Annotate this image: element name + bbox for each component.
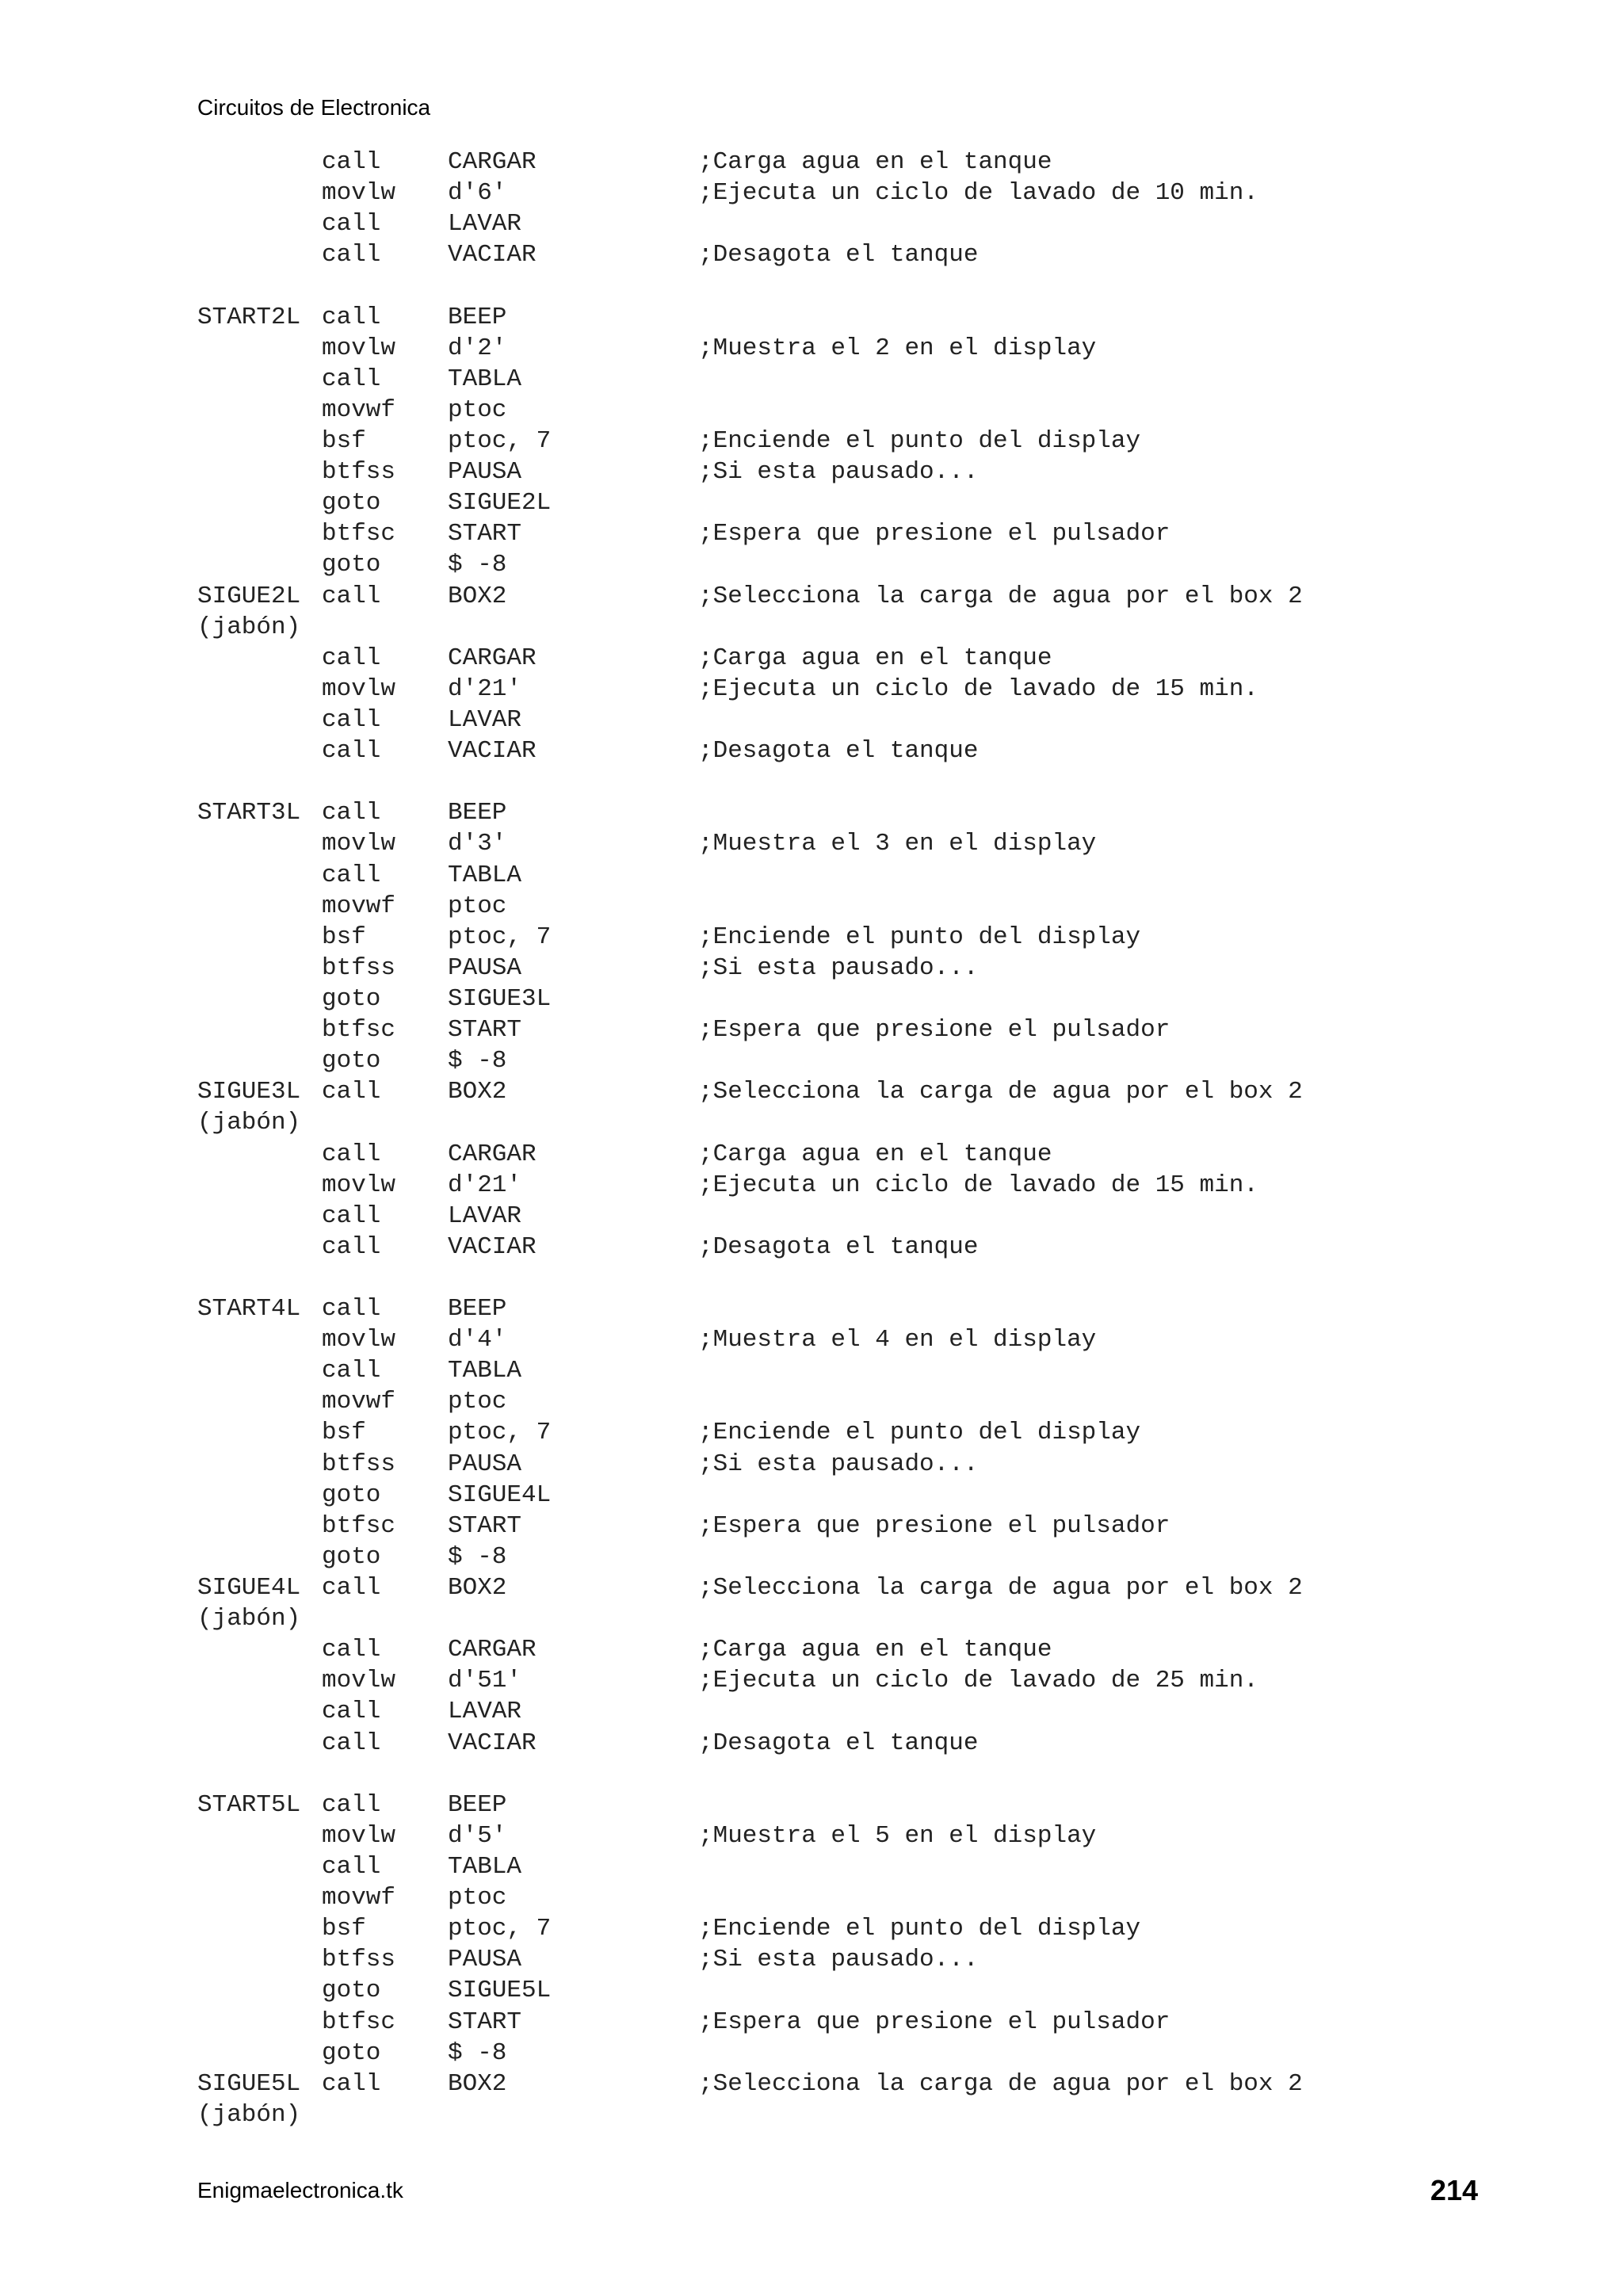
code-operand: d'3' <box>448 830 507 858</box>
code-operand: VACIAR <box>448 1232 537 1261</box>
code-label: (jabón) <box>197 1605 301 1633</box>
code-opcode: movlw <box>322 1326 396 1354</box>
code-operand: TABLA <box>448 1853 522 1881</box>
code-opcode: call <box>322 210 381 239</box>
code-operand: SIGUE2L <box>448 489 552 518</box>
code-label: SIGUE3L <box>197 1078 301 1106</box>
code-label: (jabón) <box>197 1109 301 1137</box>
code-opcode: call <box>322 1078 381 1106</box>
code-comment: ;Si esta pausado... <box>698 1946 979 1974</box>
code-operand: CARGAR <box>448 644 537 672</box>
code-comment: ;Desagota el tanque <box>698 737 979 766</box>
code-opcode: call <box>322 799 381 827</box>
code-operand: d'4' <box>448 1326 507 1354</box>
code-opcode: bsf <box>322 923 366 951</box>
code-opcode: call <box>322 1295 381 1324</box>
code-operand: BEEP <box>448 1295 507 1324</box>
code-operand: $ -8 <box>448 2038 507 2067</box>
code-operand: TABLA <box>448 365 522 393</box>
code-opcode: call <box>322 241 381 269</box>
code-operand: $ -8 <box>448 551 507 579</box>
code-opcode: call <box>322 582 381 610</box>
code-operand: BOX2 <box>448 1078 507 1106</box>
code-opcode: goto <box>322 551 381 579</box>
code-opcode: btfss <box>322 953 396 982</box>
code-opcode: movlw <box>322 179 396 208</box>
code-opcode: call <box>322 737 381 766</box>
code-operand: $ -8 <box>448 1542 507 1571</box>
code-opcode: movwf <box>322 892 396 920</box>
code-opcode: movwf <box>322 1388 396 1416</box>
code-comment: ;Espera que presione el pulsador <box>698 1511 1170 1540</box>
code-comment: ;Carga agua en el tanque <box>698 1636 1052 1664</box>
code-opcode: call <box>322 705 381 734</box>
code-operand: START <box>448 520 522 548</box>
code-comment: ;Ejecuta un ciclo de lavado de 10 min. <box>698 179 1258 208</box>
code-label: SIGUE2L <box>197 582 301 610</box>
code-operand: ptoc <box>448 1884 507 1912</box>
code-opcode: movlw <box>322 1667 396 1695</box>
code-opcode: call <box>322 1698 381 1726</box>
code-comment: ;Desagota el tanque <box>698 1232 979 1261</box>
code-opcode: call <box>322 1853 381 1881</box>
code-opcode: bsf <box>322 1915 366 1943</box>
code-opcode: call <box>322 861 381 889</box>
code-operand: BOX2 <box>448 1574 507 1603</box>
code-operand: BOX2 <box>448 582 507 610</box>
code-opcode: bsf <box>322 1419 366 1447</box>
code-operand: CARGAR <box>448 1636 537 1664</box>
code-operand: d'5' <box>448 1821 507 1850</box>
code-opcode: btfsc <box>322 2008 396 2036</box>
code-comment: ;Espera que presione el pulsador <box>698 520 1170 548</box>
code-operand: LAVAR <box>448 210 522 239</box>
code-operand: d'6' <box>448 179 507 208</box>
code-comment: ;Selecciona la carga de agua por el box 2 <box>698 1574 1303 1603</box>
code-comment: ;Enciende el punto del display <box>698 1915 1141 1943</box>
code-comment: ;Desagota el tanque <box>698 1729 979 1757</box>
code-operand: d'21' <box>448 1171 522 1199</box>
code-operand: PAUSA <box>448 458 522 487</box>
code-label: SIGUE4L <box>197 1574 301 1603</box>
code-label: (jabón) <box>197 613 301 641</box>
code-operand: ptoc <box>448 892 507 920</box>
code-comment: ;Ejecuta un ciclo de lavado de 15 min. <box>698 1171 1258 1199</box>
code-opcode: goto <box>322 1480 381 1509</box>
code-operand: BEEP <box>448 303 507 331</box>
code-opcode: call <box>322 1574 381 1603</box>
code-operand: START <box>448 2008 522 2036</box>
code-opcode: goto <box>322 1542 381 1571</box>
code-opcode: call <box>322 1357 381 1385</box>
code-opcode: call <box>322 2069 381 2098</box>
code-operand: BEEP <box>448 799 507 827</box>
code-label: START2L <box>197 303 301 331</box>
code-operand: CARGAR <box>448 148 537 176</box>
code-operand: LAVAR <box>448 1698 522 1726</box>
code-operand: PAUSA <box>448 953 522 982</box>
code-operand: BEEP <box>448 1790 507 1819</box>
code-opcode: call <box>322 365 381 393</box>
code-opcode: btfss <box>322 1946 396 1974</box>
code-opcode: goto <box>322 2038 381 2067</box>
code-operand: ptoc, 7 <box>448 1419 552 1447</box>
code-opcode: call <box>322 1729 381 1757</box>
code-comment: ;Si esta pausado... <box>698 953 979 982</box>
code-operand: PAUSA <box>448 1946 522 1974</box>
code-opcode: movwf <box>322 395 396 424</box>
code-operand: d'51' <box>448 1667 522 1695</box>
code-operand: START <box>448 1511 522 1540</box>
code-label: (jabón) <box>197 2100 301 2129</box>
code-comment: ;Enciende el punto del display <box>698 426 1141 455</box>
code-opcode: call <box>322 1232 381 1261</box>
code-opcode: call <box>322 1140 381 1168</box>
code-comment: ;Ejecuta un ciclo de lavado de 15 min. <box>698 674 1258 703</box>
code-operand: ptoc, 7 <box>448 1915 552 1943</box>
code-comment: ;Carga agua en el tanque <box>698 1140 1052 1168</box>
code-operand: $ -8 <box>448 1047 507 1075</box>
code-operand: PAUSA <box>448 1450 522 1478</box>
code-opcode: btfsc <box>322 1511 396 1540</box>
code-opcode: btfss <box>322 1450 396 1478</box>
code-opcode: call <box>322 1790 381 1819</box>
code-opcode: goto <box>322 489 381 518</box>
code-comment: ;Selecciona la carga de agua por el box 2 <box>698 2069 1303 2098</box>
code-comment: ;Desagota el tanque <box>698 241 979 269</box>
code-operand: VACIAR <box>448 1729 537 1757</box>
code-comment: ;Espera que presione el pulsador <box>698 2008 1170 2036</box>
code-opcode: call <box>322 1201 381 1230</box>
code-operand: SIGUE5L <box>448 1977 552 2005</box>
code-operand: VACIAR <box>448 737 537 766</box>
code-opcode: movwf <box>322 1884 396 1912</box>
code-opcode: movlw <box>322 830 396 858</box>
code-operand: START <box>448 1016 522 1045</box>
code-comment: ;Enciende el punto del display <box>698 1419 1141 1447</box>
code-opcode: movlw <box>322 1821 396 1850</box>
code-comment: ;Si esta pausado... <box>698 1450 979 1478</box>
code-operand: ptoc <box>448 395 507 424</box>
code-opcode: goto <box>322 1047 381 1075</box>
code-opcode: goto <box>322 984 381 1013</box>
code-operand: SIGUE3L <box>448 984 552 1013</box>
code-opcode: bsf <box>322 426 366 455</box>
code-opcode: call <box>322 1636 381 1664</box>
code-comment: ;Enciende el punto del display <box>698 923 1141 951</box>
code-opcode: call <box>322 644 381 672</box>
code-opcode: btfsc <box>322 1016 396 1045</box>
code-label: START5L <box>197 1790 301 1819</box>
code-comment: ;Carga agua en el tanque <box>698 148 1052 176</box>
code-operand: d'21' <box>448 674 522 703</box>
code-label: START4L <box>197 1295 301 1324</box>
code-opcode: call <box>322 148 381 176</box>
code-opcode: btfsc <box>322 520 396 548</box>
code-operand: ptoc, 7 <box>448 923 552 951</box>
code-operand: TABLA <box>448 861 522 889</box>
code-operand: VACIAR <box>448 241 537 269</box>
code-opcode: call <box>322 303 381 331</box>
code-comment: ;Muestra el 5 en el display <box>698 1821 1097 1850</box>
code-comment: ;Muestra el 4 en el display <box>698 1326 1097 1354</box>
page-header-title: Circuitos de Electronica <box>197 95 431 120</box>
code-comment: ;Muestra el 3 en el display <box>698 830 1097 858</box>
code-opcode: movlw <box>322 334 396 362</box>
footer-site: Enigmaelectronica.tk <box>197 2178 403 2202</box>
code-comment: ;Selecciona la carga de agua por el box 2 <box>698 1078 1303 1106</box>
code-operand: LAVAR <box>448 705 522 734</box>
page-number: 214 <box>1430 2174 1478 2206</box>
code-operand: LAVAR <box>448 1201 522 1230</box>
code-label: START3L <box>197 799 301 827</box>
code-label: SIGUE5L <box>197 2069 301 2098</box>
code-comment: ;Selecciona la carga de agua por el box 2 <box>698 582 1303 610</box>
code-operand: TABLA <box>448 1357 522 1385</box>
code-operand: SIGUE4L <box>448 1480 552 1509</box>
code-opcode: goto <box>322 1977 381 2005</box>
code-comment: ;Si esta pausado... <box>698 458 979 487</box>
code-opcode: btfss <box>322 458 396 487</box>
code-operand: BOX2 <box>448 2069 507 2098</box>
code-opcode: movlw <box>322 674 396 703</box>
code-comment: ;Muestra el 2 en el display <box>698 334 1097 362</box>
code-operand: ptoc <box>448 1388 507 1416</box>
code-operand: d'2' <box>448 334 507 362</box>
code-comment: ;Carga agua en el tanque <box>698 644 1052 672</box>
code-comment: ;Ejecuta un ciclo de lavado de 25 min. <box>698 1667 1258 1695</box>
code-operand: CARGAR <box>448 1140 537 1168</box>
code-operand: ptoc, 7 <box>448 426 552 455</box>
code-comment: ;Espera que presione el pulsador <box>698 1016 1170 1045</box>
code-opcode: movlw <box>322 1171 396 1199</box>
